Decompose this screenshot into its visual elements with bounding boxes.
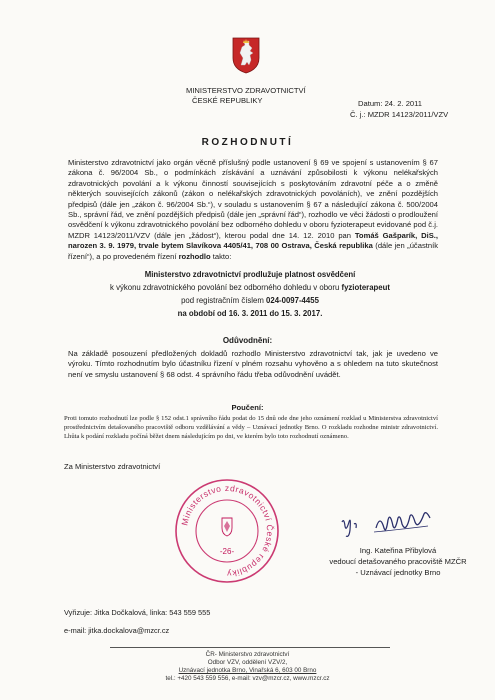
footer-line-1: ČR- Ministerstvo zdravotnictví <box>205 651 290 658</box>
decided-word: rozhodlo <box>178 251 211 261</box>
footer <box>0 651 495 683</box>
handwritten-signature <box>336 508 436 544</box>
signatory-unit: - Uznávací jednotky Brno <box>355 568 441 577</box>
date-reference-block <box>350 98 448 120</box>
footer-line-4: tel.: +420 543 559 556, e-mail: vzv@mzcr.cz, www.mzcr.cz <box>165 675 330 682</box>
signatory-role: vedoucí detašovaného pracoviště MZČR <box>329 557 467 566</box>
reasoning-text: Na základě posouzení předložených dokladů rozhodlo Ministerstvo zdravotnictví tak, jak je uvedeno ve výroku. Tímto rozhodnutím bylo účastníku řízení v plném rozsahu vyhověno a s ohledem na tuto skutečnost není ve smyslu ustanovení § 68 odst. 4 správního řádu třeba odůvodnění uvádět. <box>68 349 438 379</box>
document-date: Datum: 24. 2. 2011 <box>358 99 423 108</box>
signatory-name: Ing. Kateřina Přibylová <box>359 546 437 555</box>
body-text-part2: (dále jen „účastník řízení“), a po provedeném řízení <box>68 241 438 261</box>
body-text-part1: Ministerstvo zdravotnictví jako orgán věcně příslušný podle ustanovení § 69 ve spojení s ustanovením § 67 zákona č. 96/2004 Sb., o podmínkách získávání a uznávání způsobilosti k výkonu nelékařských zdravotnických povolání a k výkonu činností souvisejících s poskytováním zdravotní péče a o změně některých souvisejících zákonů (zákon o nelékařských zdravotnických povoláních), ve znění pozdějších předpisů (dále jen „zákon č. 96/2004 Sb.“), v souladu s ustanovením § 67 a následující zákona č. 500/2004 Sb., správní řád, ve znění pozdějších předpisů (dále jen „správní řád“), rozhodlo ve věci žádosti o prodloužení osvědčení k výkonu zdravotnického povolání bez odborného dohledu v oboru fyzioterapeut evidované pod č.j. MZDR 14123/2011/VZV (dále jen „žádost“), kterou podal dne 14. 12. 2010 pan <box>68 158 438 240</box>
ministry-header <box>186 86 306 106</box>
decision-field-text: k výkonu zdravotnického povolání bez odborného dohledu v oboru <box>110 283 342 292</box>
footer-divider <box>110 647 390 648</box>
decision-block <box>60 268 440 320</box>
document-title: ROZHODNUTÍ <box>201 137 294 148</box>
applicant-details: Tomáš Gašparík, DiS., narozen 3. 9. 1979, trvale bytem Slavíkova 4405/41, 708 00 Ostrava, Česká republika <box>68 230 438 251</box>
stamp-number: -26- <box>219 547 235 556</box>
official-round-stamp <box>172 476 282 586</box>
stamp-ring-text: Ministerstvo zdravotnictví České republiky <box>179 482 276 580</box>
registration-number: 024-0097-4455 <box>266 296 319 305</box>
handled-by: Vyřizuje: Jitka Dočkalová, linka: 543 559 555 <box>64 608 211 617</box>
ministry-name: MINISTERSTVO ZDRAVOTNICTVÍ <box>186 86 306 95</box>
body-text-part3: takto: <box>210 251 232 261</box>
decision-headline: Ministerstvo zdravotnictví prodlužuje platnost osvědčení <box>144 270 356 279</box>
profession-name: fyzioterapeut <box>341 283 390 292</box>
reference-number: Č. j.: MZDR 14123/2011/VZV <box>350 110 449 119</box>
signatory-block <box>318 545 478 578</box>
registration-label: pod registračním číslem <box>181 296 267 305</box>
decision-registration-line <box>60 294 440 307</box>
ministry-country: ČESKÉ REPUBLIKY <box>192 96 263 105</box>
reasoning-heading: Odůvodnění: <box>222 336 273 345</box>
contact-email: e-mail: jitka.dockalova@mzcr.cz <box>64 626 170 635</box>
validity-period: na období od 16. 3. 2011 do 15. 3. 2017. <box>177 309 323 318</box>
footer-line-2: Odbor VZV, oddělení VZV/2, <box>207 659 288 666</box>
contact-block <box>64 604 210 640</box>
footer-line-3: Uznávací jednotka Brno, Vinařská 6, 603 00 Brno <box>178 667 317 674</box>
czech-lion-emblem-icon <box>231 36 261 74</box>
decision-field-line <box>60 281 440 294</box>
for-ministry-label: Za Ministerstvo zdravotnictví <box>64 462 161 471</box>
body-paragraph <box>68 158 438 262</box>
notice-text: Proti tomuto rozhodnutí lze podle § 152 odst.1 správního řádu podat do 15 dnů ode dne jeho oznámení rozklad u Ministerstva zdravotnictví prostřednictvím detašovaného pracoviště odboru vzdělávání a vědy – Uznávací jednotky Brno. O rozkladu rozhodne ministr zdravotnictví. Lhůta k podání rozkladu počíná běžet dnem následujícím po dni, ve kterém bylo toto rozhodnutí oznámeno. <box>64 415 438 440</box>
notice-heading: Poučení: <box>231 403 264 412</box>
